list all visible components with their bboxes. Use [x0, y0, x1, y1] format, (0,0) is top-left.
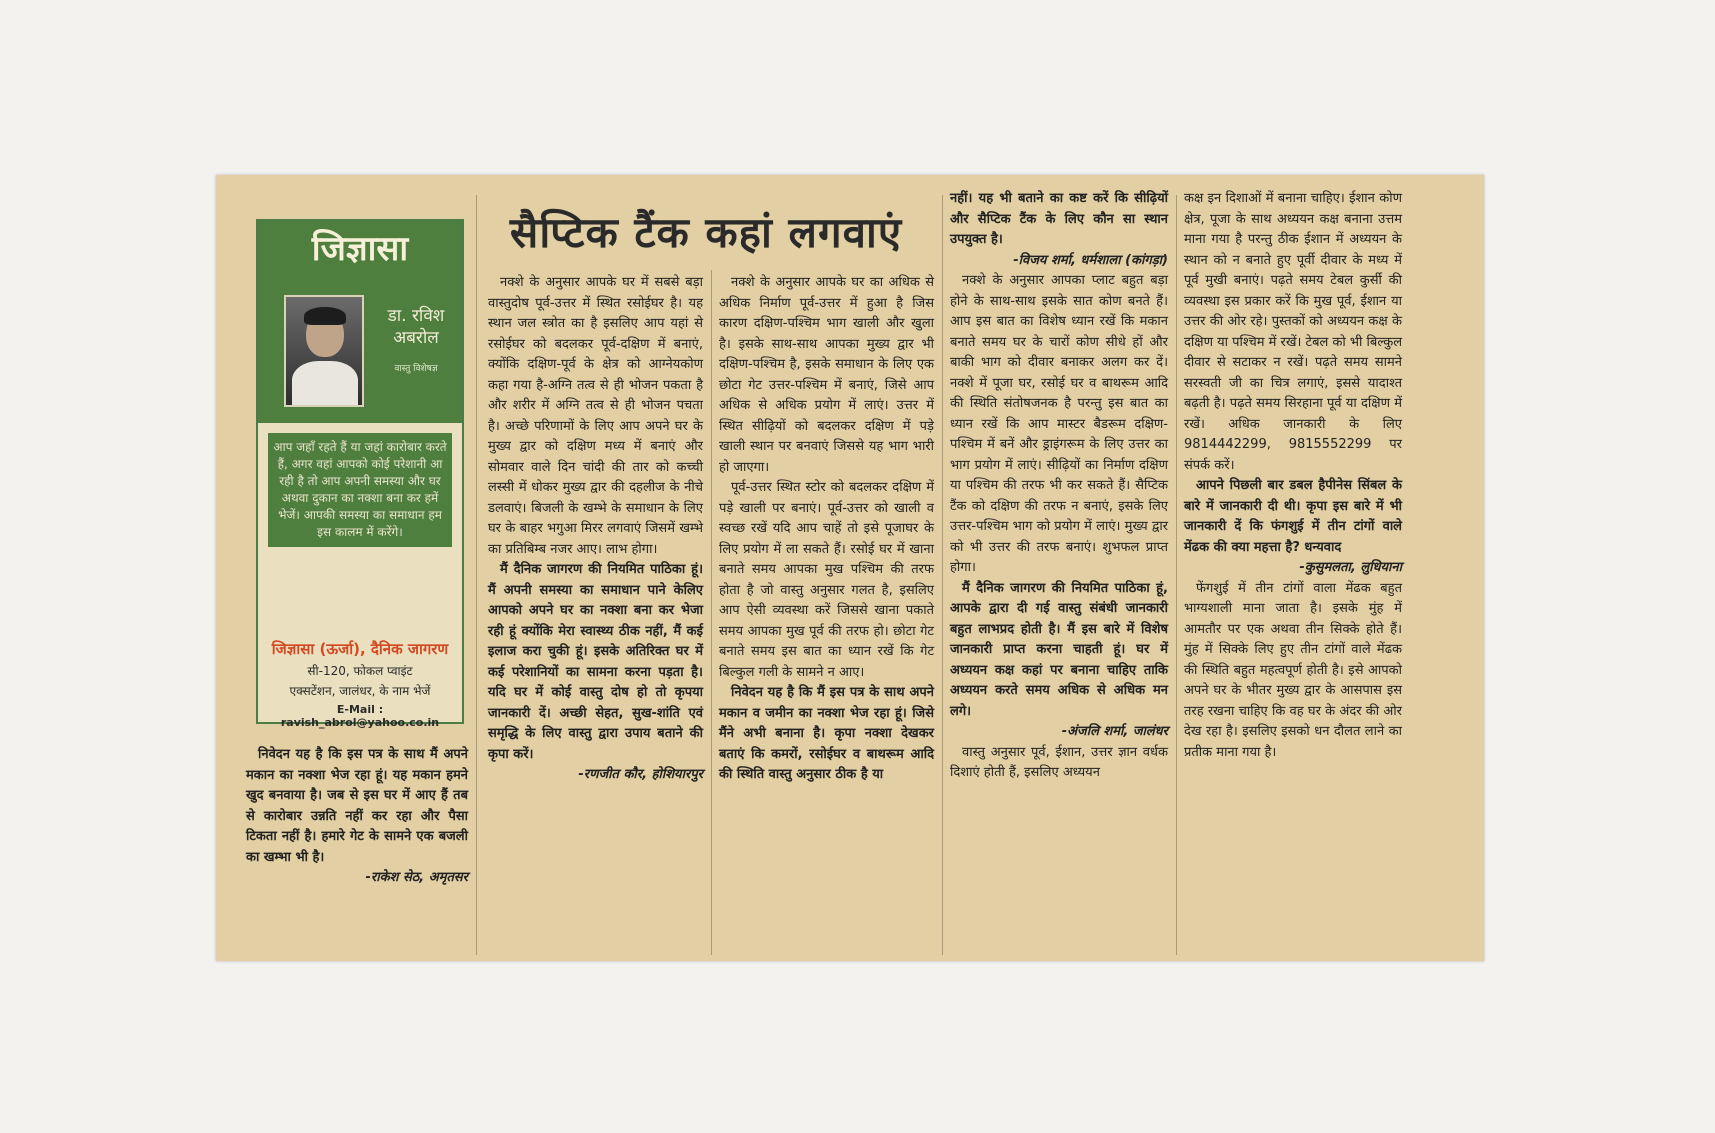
answer-3: नक्शे के अनुसार आपका प्लाट बहुत बड़ा होने के साथ-साथ इसके सात कोण बनते हैं। आप इस बात का विशेष ध्यान रखें कि मकान बनाते समय घर के चारों कोण सीधे हों और बाकी भाग को दीवार बनाकर अलग कर दें। नक्शे में पूजा घर, रसोई घर व बाथरूम आदि की स्थिति संतोषजनक है परन्तु इस बात का ध्यान रखें कि आप मास्टर बैडरूम दक्षिण-पश्चिम में बनें और ड्राइंगरूम के लिए उत्तर का भाग प्रयोग में लाएं। सीढ़ियों का निर्माण दक्षिण या पश्चिम की तरफ भी कर सकते हैं। सैप्टिक टैंक को दक्षिण की तरफ न बनाएं, इसके लिए उत्तर-पश्चिम भाग को प्रयोग में लाएं। मुख्य द्वार को भी उत्तर की तरफ बनाएं। शुभफल प्राप्त होगा।: [950, 273, 1168, 575]
headline: सैप्टिक टैंक कहां लगवाएं: [509, 208, 903, 257]
answer-2a: नक्शे के अनुसार आपके घर का अधिक से अधिक निर्माण पूर्व-उत्तर में हुआ है जिस कारण दक्षिण-पश्चिम भाग खाली और खुला है। इसके साथ-साथ आपका मुख्य द्वार भी दक्षिण-पश्चिम है, इसके समाधान के लिए एक छोटा गेट उत्तर-पश्चिम में बनाएं, जिसे आप अधिक से अधिक प्रयोग में लाएं। उत्तर में स्थित सीढ़ियों को बदलकर दक्षिण में पड़े खाली स्थान पर बनवाएं जिससे यह भाग भारी हो जाएगा।: [719, 275, 934, 475]
question-2: मैं दैनिक जागरण की नियमित पाठिका हूं। मैं अपनी समस्या का समाधान पाने केलिए आपको अपने घर का नक्शा बना कर भेजा रही हूं क्योंकि मेरा स्वास्थ्य ठीक नहीं, मैं कई इलाज करा चुकी हूं। इसके अतिरिक्त घर में कई परेशानियों का सामना करना पड़ता है। यदि घर में कोई वास्तु दोष हो तो कृपया जानकारी दें। अच्छी सेहत, सुख-शांति एवं समृद्धि के लिए वास्तु द्वारा उपाय बताने की कृपा करें।: [488, 562, 703, 762]
sidebar-address: [258, 661, 462, 701]
author-block: [258, 277, 462, 423]
answer-2b: पूर्व-उत्तर स्थित स्टोर को बदलकर दक्षिण में पड़े खाली पर बनाएं। पूर्व-उत्तर को खाली व स्वच्छ रखें यदि आप चाहें तो इसे पूजाघर के लिए प्रयोग में ला सकते हैं। रसोई घर में खाना बनाते समय आपका मुख पश्चिम की तरफ होता है जो वास्तु अनुसार गलत है, इसलिए आप ऐसी व्यवस्था करें जिससे खाना पकाते समय आपका मुख पूर्व की तरफ हो। छोटा गेट बनाते समय इस बात का ध्यान रखें कि गेट बिल्कुल गली के सामने न आए।: [719, 480, 934, 680]
question-3-end: नहीं। यह भी बताने का कष्ट करें कि सीढ़ियों और सैप्टिक टैंक के लिए कौन सा स्थान उपयुक्त है।: [950, 191, 1168, 247]
jigyasa-sidebar: [256, 219, 464, 729]
signature-rakesh: -राकेश सेठ, अमृतसर: [365, 870, 468, 885]
answer-4-start: वास्तु अनुसार पूर्व, ईशान, उत्तर ज्ञान वर्धक दिशाएं होती हैं, इसलिए अध्ययन: [950, 744, 1168, 780]
column-2: [488, 273, 703, 786]
column-divider: [711, 270, 712, 955]
column-divider: [476, 195, 477, 955]
column-divider: [942, 195, 943, 955]
question-3: निवेदन यह है कि मैं इस पत्र के साथ अपने मकान व जमीन का नक्शा भेज रहा हूं। जिसे मैंने अभी बनाना है। कृपा नक्शा देखकर बताएं कि कमरों, रसोईघर व बाथरूम आदि की स्थिति वास्तु अनुसार ठीक है या: [719, 685, 934, 782]
author-role: वास्तु विशेषज्ञ: [394, 364, 438, 374]
sidebar-intro: आप जहाँ रहते हैं या जहां कारोबार करते हैं, अगर वहां आपको कोई परेशानी आ रही है तो आप अपनी समस्या और घर अथवा दुकान का नक्शा बना कर हमें भेजें। आपकी समस्या का समाधान हम इस कालम में करेंगे।: [268, 433, 452, 547]
answer-1: नक्शे के अनुसार आपके घर में सबसे बड़ा वास्तुदोष पूर्व-उत्तर में स्थित रसोईघर है। यह स्थान जल स्त्रोत का है इसलिए आप यहां से रसोईघर को बदलकर पूर्व-दक्षिण में बनाएं, क्योंकि दक्षिण-पूर्व के क्षेत्र को आग्नेयकोण कहा गया है-अग्नि तत्व से ही भोजन पकता है और शरीर में अग्नि तत्व से ही भोजन पचता है। अच्छे परिणामों के लिए आप अपने घर के मुख्य द्वार को दक्षिण मध्य में बनाएं और सोमवार वाले दिन चांदी की तार को कच्ची लस्सी में धोकर मुख्य द्वार की दहलीज के नीचे डलवाएं। बिजली के खम्भे के समाधान के लिए घर के बाहर भगुआ मिरर लगवाएं जिसमें खम्भे का प्रतिबिम्ब नजर आए। लाभ होगा।: [488, 275, 703, 557]
address-line-2: एक्सटेंशन, जालंधर, के नाम भेजें: [289, 684, 431, 698]
column-3: [719, 273, 934, 786]
question-5: आपने पिछली बार डबल हैपीनेस सिंबल के बारे में जानकारी दी थी। कृपा इस बारे में भी जानकारी दें कि फंगशुई में तीन टांगों वाले मेंढक की क्या महत्ता है? धन्यवाद: [1184, 478, 1402, 555]
column-1: [246, 745, 468, 889]
column-5: [1184, 189, 1402, 763]
signature-kusumlata: -कुसुमलता, लुधियाना: [1299, 560, 1402, 575]
clipping-top-strip: [216, 175, 1484, 187]
author-photo: [284, 295, 364, 407]
newspaper-clipping: [216, 175, 1484, 961]
answer-5: फेंगशुई में तीन टांगों वाला मेंढक बहुत भाग्यशाली माना जाता है। इसके मुंह में आमतौर पर एक अथवा तीन सिक्के होते हैं। मुंह में सिक्के लिए हुए तीन टांगों वाले मेंढक की स्थिति बहुत महत्वपूर्ण होती है। इसे आपको अपने घर के भीतर मुख्य द्वार के आसपास इस तरह रखना चाहिए कि वह घर के अंदर की ओर देख रहा है। इसलिए इसको धन दौलत लाने का प्रतीक माना गया है।: [1184, 580, 1402, 760]
question-4: मैं दैनिक जागरण की नियमित पाठिका हूं, आपके द्वारा दी गई वास्तु संबंधी जानकारी बहुत लाभप्रद होती है। मैं इस बारे में विशेष जानकारी प्राप्त करना चाहती हूं। घर में अध्ययन कक्ष कहां पर बनाना चाहिए ताकि अध्ययन करते समय अधिक से अधिक मन लगे।: [950, 580, 1168, 719]
sidebar-brand: जिज्ञासा (ऊर्जा), दैनिक जागरण: [271, 640, 449, 658]
author-name: डा. रविश अबरोल: [387, 306, 445, 348]
letter-rakesh: निवेदन यह है कि इस पत्र के साथ मैं अपने मकान का नक्शा भेज रहा हूं। यह मकान हमने खुद बनवाया है। जब से इस घर में आए हैं तब से कारोबार उन्नति नहीं कर रहा और पैसा टिकता नहीं है। हमारे गेट के सामने एक बजली का खम्भा भी है।: [246, 747, 468, 865]
signature-ranjit: -रणजीत कौर, होशियारपुर: [578, 767, 703, 782]
address-line-1: सी-120, फोकल प्वाइंट: [307, 664, 413, 678]
answer-4-end: कक्ष इन दिशाओं में बनाना चाहिए। ईशान कोण क्षेत्र, पूजा के साथ अध्ययन कक्ष बनाना उत्तम माना गया है परन्तु ठीक ईशान में अध्ययन के स्थान को न बनाते हुए पूर्वी दीवार के मध्य में पूर्व मुखी बनाएं। पढ़ते समय टेबल कुर्सी की व्यवस्था इस प्रकार करें कि मुख पूर्व, ईशान या उत्तर की ओर रहे। पुस्तकों को अध्ययन कक्ष के दक्षिण या पश्चिम में रखें। टेबल को भी बिल्कुल दीवार से सटाकर न रखें। पढ़ते समय सामने सरस्वती जी का चित्र लगाएं, इससे यादाश्त बढ़ती है। पढ़ते समय सिरहाना पूर्व या दक्षिण में रखें। अधिक जानकारी के लिए 9814442299, 9815552299 पर संपर्क करें।: [1184, 191, 1403, 473]
signature-anjali: -अंजलि शर्मा, जालंधर: [1061, 724, 1168, 739]
sidebar-email: E-Mail : ravish_abrol@yahoo.co.in: [280, 703, 440, 729]
sidebar-header: जिज्ञासा: [258, 221, 462, 277]
column-divider: [1176, 195, 1177, 955]
column-4: [950, 189, 1168, 784]
signature-vijay: -विजय शर्मा, धर्मशाला (कांगड़ा): [1013, 252, 1168, 268]
